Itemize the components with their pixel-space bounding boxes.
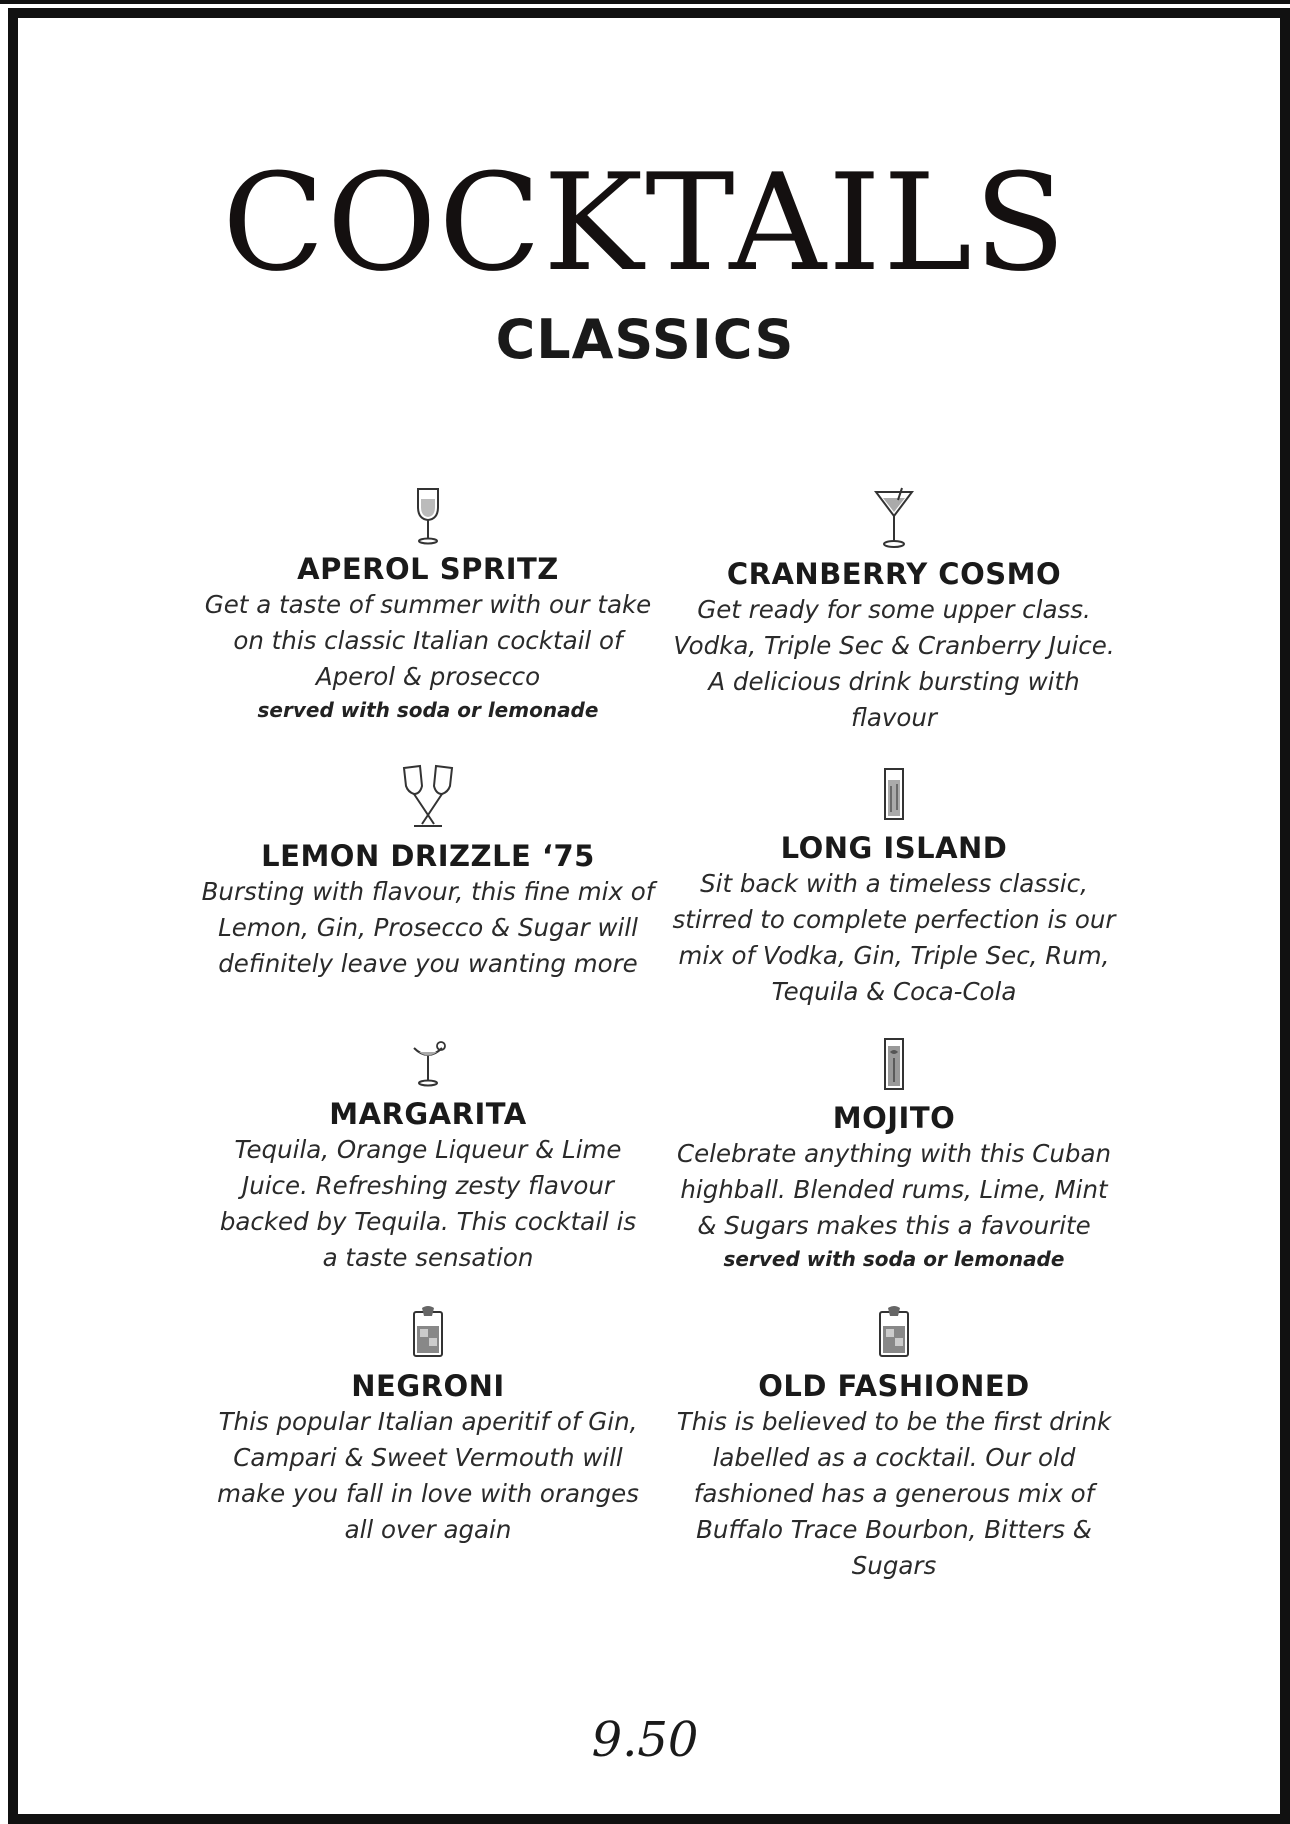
description-line: all over again [344,1515,512,1544]
description-line: Vodka, Triple Sec & Cranberry Juice. [673,631,1115,660]
description-line: Get a taste of summer with our take [204,590,652,619]
menu-subtitle: CLASSICS [495,308,795,371]
rocks-glass-icon [408,1304,448,1362]
description-line: Sit back with a timeless classic, [700,869,1088,898]
description-line: Aperol & prosecco [315,662,541,691]
item-description [658,1136,1130,1244]
description-line: make you fall in love with oranges [217,1479,639,1508]
menu-item-lemon-drizzle-75 [198,762,658,982]
description-line: Celebrate anything with this Cuban [676,1139,1111,1168]
description-line: mix of Vodka, Gin, Triple Sec, Rum, [678,941,1110,970]
highball-mint-icon [879,1036,909,1094]
description-line: Get ready for some upper class. [697,595,1091,624]
rocks-glass-icon [874,1304,914,1362]
menu-item-negroni [198,1304,658,1548]
menu-item-mojito [664,1036,1124,1274]
item-name: LONG ISLAND [780,831,1008,865]
description-line: flavour [851,703,937,732]
item-description [192,874,664,982]
item-description [658,1404,1130,1584]
item-name: MOJITO [832,1101,956,1135]
top-edge-line [0,0,1290,4]
description-line: This is believed to be the first drink [676,1407,1112,1436]
description-line: a taste sensation [322,1243,534,1272]
menu-title: COCKTAILS [222,145,1068,301]
item-name: APEROL SPRITZ [297,552,559,586]
wine-glass-icon [408,485,448,545]
highball-glass-icon [879,766,909,824]
description-line: definitely leave you wanting more [218,949,638,978]
description-line: fashioned has a generous mix of [693,1479,1095,1508]
item-description [192,1404,664,1548]
martini-glass-icon [872,486,916,550]
item-description [192,1132,664,1276]
description-line: stirred to complete perfection is our [672,905,1116,934]
description-line: on this classic Italian cocktail of [233,626,623,655]
description-line: Tequila, Orange Liqueur & Lime [234,1135,622,1164]
menu-item-cranberry-cosmo [664,486,1124,736]
description-line: backed by Tequila. This cocktail is [219,1207,637,1236]
menu-item-margarita [198,1040,658,1276]
item-description [192,587,664,695]
description-line: Juice. Refreshing zesty flavour [241,1171,615,1200]
item-description [658,592,1130,736]
description-line: A delicious drink bursting with [708,667,1080,696]
description-line: Tequila & Coca-Cola [771,977,1017,1006]
menu-item-old-fashioned [664,1304,1124,1584]
item-name: LEMON DRIZZLE ‘75 [261,839,595,873]
menu-item-long-island [664,766,1124,1010]
item-name: CRANBERRY COSMO [726,557,1062,591]
description-line: highball. Blended rums, Lime, Mint [680,1175,1108,1204]
description-line: & Sugars makes this a favourite [697,1211,1091,1240]
item-note: served with soda or lemonade [257,698,599,722]
description-line: Sugars [851,1551,937,1580]
item-note: served with soda or lemonade [723,1247,1065,1271]
description-line: Campari & Sweet Vermouth will [233,1443,623,1472]
description-line: Lemon, Gin, Prosecco & Sugar will [218,913,638,942]
margarita-glass-icon [406,1040,450,1090]
item-name: MARGARITA [329,1097,527,1131]
description-line: Buffalo Trace Bourbon, Bitters & [696,1515,1092,1544]
item-description [658,866,1130,1010]
item-name: NEGRONI [351,1369,505,1403]
menu-item-aperol-spritz [198,485,658,725]
item-name: OLD FASHIONED [758,1369,1030,1403]
description-line: This popular Italian aperitif of Gin, [218,1407,638,1436]
description-line: Bursting with flavour, this fine mix of [201,877,655,906]
menu-price: 9.50 [591,1712,699,1768]
champagne-toast-icon [398,762,458,832]
description-line: labelled as a cocktail. Our old [712,1443,1076,1472]
